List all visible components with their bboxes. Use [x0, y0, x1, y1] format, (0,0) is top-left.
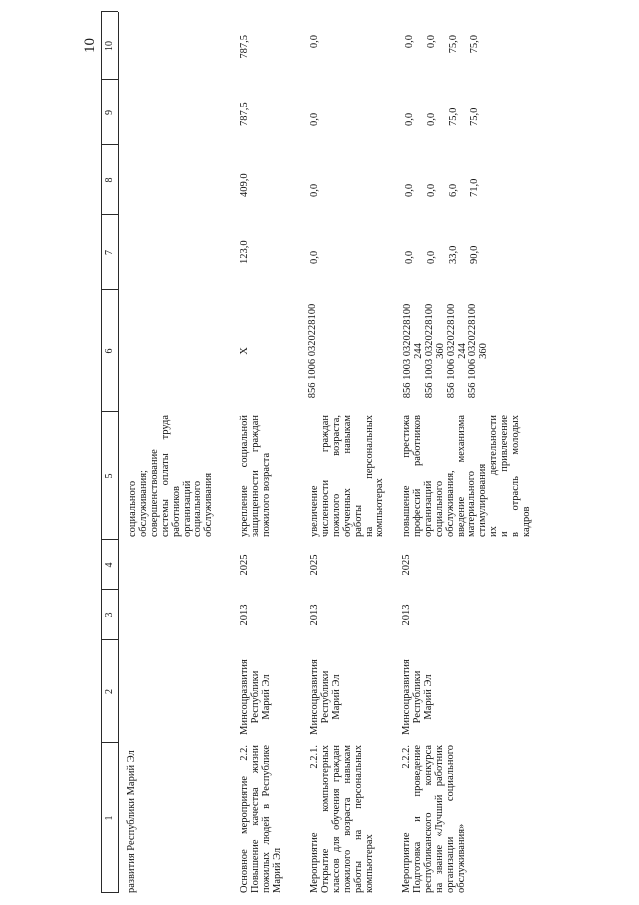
- text-line: их деятельности: [488, 415, 500, 537]
- row2-end-year: 2025: [309, 554, 320, 576]
- text-line: пожилого возраста,: [330, 415, 342, 537]
- row2-value-col10: 0,0: [309, 35, 320, 49]
- text-line: работы: [352, 504, 364, 537]
- value: 0,0: [425, 250, 437, 264]
- text-line: численности граждан: [319, 415, 331, 537]
- expense-type: 360: [478, 343, 490, 359]
- row3-end-year: 2025: [401, 554, 412, 576]
- value: 0,0: [425, 183, 437, 197]
- budget-code-entry: [403, 290, 425, 412]
- text-line: защищенности граждан: [249, 415, 261, 537]
- row3-values-col10: [405, 35, 492, 80]
- row0-program-name: [127, 745, 138, 893]
- row1-value-col7: 123,0: [239, 240, 250, 264]
- text-line: организации социального: [444, 745, 456, 893]
- row2-value-col8: 0,0: [309, 183, 320, 197]
- text-line: Марий Эл: [422, 674, 434, 720]
- row1-expected-result: [240, 415, 273, 537]
- text-line: республиканского конкурса: [422, 745, 434, 893]
- row1-executor: [240, 651, 273, 743]
- header-bottom-border: [118, 12, 119, 893]
- text-line: Марий Эл: [260, 674, 272, 720]
- value: 75,0: [469, 35, 481, 54]
- text-line: совершенствование: [148, 449, 160, 537]
- value: 0,0: [404, 183, 415, 197]
- text-line: обслуживания»: [455, 823, 467, 893]
- text-line: обслуживания;: [137, 470, 149, 537]
- text-line: укрепление социальной: [239, 415, 250, 537]
- text-line: Мероприятие 2.2.1.: [309, 745, 320, 893]
- budget-code: 856 1003 0320228100: [423, 303, 435, 399]
- row1-value-col8: 409,0: [239, 173, 250, 197]
- budget-code-entry: [425, 290, 447, 412]
- expense-type: 244: [412, 343, 424, 359]
- expense-type: 360: [434, 343, 446, 359]
- row3-budget-codes: [403, 290, 490, 412]
- text-line: стимулирования: [477, 463, 489, 537]
- text-line: пожилого возраста: [260, 452, 272, 537]
- column-number: 5: [104, 473, 115, 479]
- row1-end-year: 2025: [239, 554, 250, 576]
- budget-code-entry: [447, 290, 469, 412]
- value: 6,0: [447, 183, 459, 197]
- column-number: 2: [104, 689, 115, 694]
- value: 75,0: [447, 107, 459, 126]
- row3-measure-name: [402, 745, 467, 893]
- text-line: увеличение: [309, 485, 320, 537]
- text-line: материального: [466, 470, 478, 537]
- budget-code: 856 1006 0320228100: [467, 303, 479, 399]
- text-line: классов для обучения граждан: [330, 745, 342, 893]
- text-line: Основное мероприятие 2.2.: [239, 745, 250, 893]
- text-line: профессий работников: [411, 415, 423, 537]
- column-number: 8: [104, 177, 115, 183]
- text-line: работников: [170, 486, 182, 537]
- row1-start-year: 2013: [239, 604, 250, 626]
- text-line: Республики: [411, 670, 423, 724]
- text-line: пожилого возраста навыкам: [341, 745, 353, 893]
- text-line: работы на персональных: [352, 745, 364, 893]
- text-line: Минсоцразвития: [309, 659, 320, 735]
- text-line: Республики: [249, 670, 261, 724]
- text-line: социального: [433, 480, 445, 537]
- row2-executor: [310, 651, 343, 743]
- column-number: 9: [104, 110, 115, 115]
- budget-code: 856 1006 0320228100: [445, 303, 457, 399]
- text-line: организаций: [422, 480, 434, 537]
- row3-expected-result: [402, 415, 533, 537]
- value: 33,0: [447, 245, 459, 264]
- budget-code-entry: [468, 290, 490, 412]
- row3-values-col8: [405, 152, 492, 197]
- value: 0,0: [404, 250, 415, 264]
- text-line: компьютерах: [374, 478, 386, 537]
- text-line: Мероприятие 2.2.2.: [401, 745, 412, 893]
- value: 0,0: [425, 35, 437, 49]
- row1-value-col9: 787,5: [239, 102, 250, 126]
- column-number: 7: [104, 250, 115, 255]
- text-line: развития Республики Марий Эл: [126, 750, 137, 893]
- row1-measure-name: [240, 745, 284, 893]
- row3-executor: [402, 651, 435, 743]
- column-number: 1: [104, 815, 115, 821]
- value: 0,0: [425, 112, 437, 126]
- row3-values-col7: [405, 219, 492, 264]
- text-line: организаций: [181, 480, 193, 537]
- text-line: пожилых людей в Республике: [260, 745, 272, 893]
- row3-values-col9: [405, 81, 492, 126]
- text-line: Открытие компьютерных: [319, 745, 331, 893]
- text-line: обслуживания,: [444, 470, 456, 537]
- row2-budget-code: 856 1006 0320228100: [307, 303, 318, 399]
- text-line: Республики: [319, 670, 331, 724]
- text-line: социального: [192, 480, 204, 537]
- text-line: системы оплаты труда: [159, 415, 171, 537]
- text-line: и привлечение: [499, 415, 511, 537]
- value: 90,0: [469, 245, 481, 264]
- text-line: Марий Эл: [330, 674, 342, 720]
- budget-code: 856 1003 0320228100: [402, 303, 413, 399]
- column-number: 3: [104, 612, 115, 618]
- text-line: обученных навыкам: [341, 415, 353, 537]
- text-line: социального: [127, 480, 138, 537]
- text-line: Минсоцразвития: [401, 659, 412, 735]
- text-line: в отрасль молодых: [510, 415, 522, 537]
- row1-budget-code: X: [239, 347, 250, 355]
- text-line: Марий Эл: [271, 847, 283, 893]
- text-line: кадров: [520, 506, 532, 537]
- expense-type: 244: [456, 343, 468, 359]
- text-line: Подготовка и проведение: [411, 745, 423, 893]
- row1-value-col10: 787,5: [239, 35, 250, 59]
- column-number: 6: [104, 348, 115, 354]
- row2-value-col9: 0,0: [309, 112, 320, 126]
- column-number: 10: [104, 41, 115, 51]
- value: 0,0: [404, 112, 415, 126]
- page-number: 10: [82, 38, 98, 53]
- value: 0,0: [404, 35, 415, 49]
- text-line: обслуживания: [203, 472, 215, 537]
- value: 75,0: [447, 35, 459, 54]
- column-number: 4: [104, 562, 115, 568]
- row2-expected-result: [310, 415, 386, 537]
- row3-start-year: 2013: [401, 604, 412, 626]
- row2-measure-name: [310, 745, 375, 893]
- row0-expected-result: [128, 415, 215, 537]
- value: 75,0: [469, 107, 481, 126]
- value: 71,0: [469, 178, 481, 197]
- text-line: Повышение качества жизни: [249, 745, 261, 893]
- text-line: компьютерах: [363, 834, 375, 893]
- text-line: Минсоцразвития: [239, 659, 250, 735]
- text-line: на звание «Лучший работник: [433, 745, 445, 893]
- text-line: на персональных: [363, 415, 375, 537]
- text-line: повышение престижа: [401, 415, 412, 537]
- row2-value-col7: 0,0: [309, 250, 320, 264]
- text-line: введение механизма: [455, 415, 467, 537]
- row2-start-year: 2013: [309, 604, 320, 626]
